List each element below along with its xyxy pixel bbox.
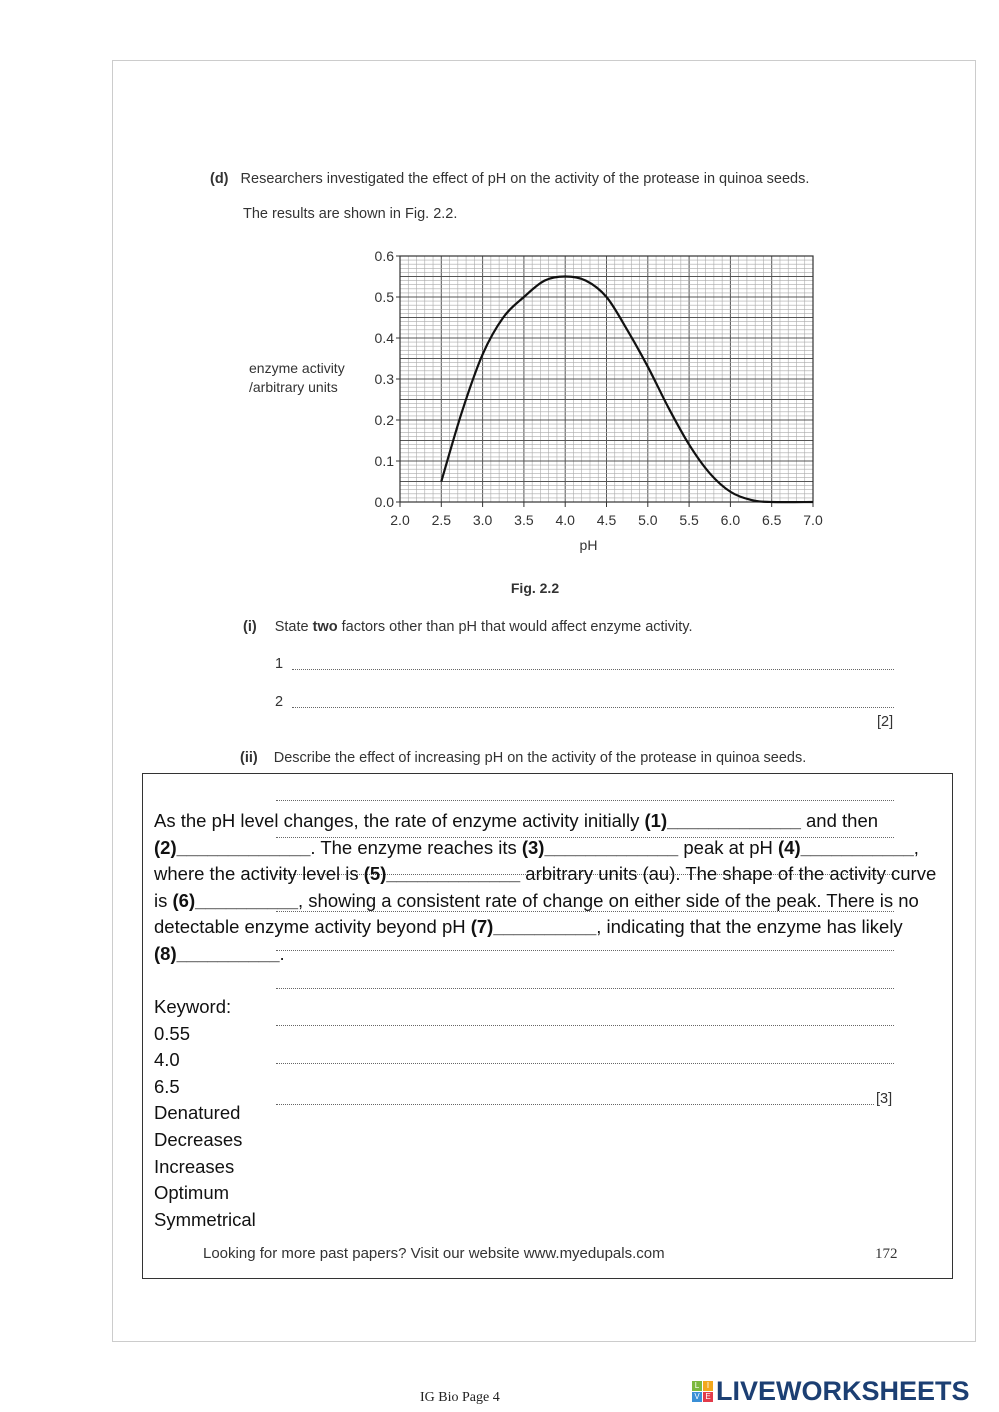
blank-8[interactable]: (8)__________	[154, 942, 280, 964]
y-axis-label: enzyme activity	[249, 360, 345, 376]
x-tick-label: 7.0	[803, 512, 823, 528]
y-tick-label: 0.6	[374, 248, 394, 264]
activity-curve	[441, 277, 813, 503]
question-text: Researchers investigated the effect of pH on the activity of the protease in quinoa seeds.	[240, 171, 810, 187]
y-tick-label: 0.0	[374, 494, 394, 510]
blank-7[interactable]: (7)__________	[470, 916, 597, 938]
cloze-text: arbitrary units (au). The shape of the activity curve is	[154, 863, 937, 911]
blank-4[interactable]: (4)___________	[778, 836, 914, 858]
x-tick-label: 4.5	[596, 512, 617, 528]
x-tick-label: 6.0	[720, 512, 741, 528]
marks-i: [2]	[877, 714, 894, 730]
x-tick-label: 5.0	[638, 512, 658, 528]
part-ii	[240, 750, 806, 766]
cloze-text: peak at pH	[678, 836, 778, 858]
y-tick-label: 0.3	[374, 371, 394, 387]
y-axis-label: /arbitrary units	[249, 379, 338, 395]
blank-1[interactable]: (1)_____________	[644, 810, 801, 831]
logo-letter: L	[692, 1381, 702, 1391]
answer-line-1[interactable]	[292, 669, 894, 670]
logo-letter: E	[703, 1392, 713, 1402]
keyword-item: Optimum	[154, 1182, 230, 1204]
results-text: The results are shown in Fig. 2.2.	[243, 206, 458, 222]
liveworksheets-logo	[692, 1376, 970, 1407]
keyword-item: 0.55	[154, 1022, 191, 1044]
cloze-paragraph	[154, 808, 944, 968]
answer-line-2-label: 2	[275, 694, 284, 710]
x-tick-label: 4.0	[555, 512, 575, 528]
x-tick-label: 5.5	[679, 512, 699, 528]
part-ii-text: Describe the effect of increasing pH on the activity of the protease in quinoa seeds.	[273, 750, 807, 766]
y-tick-label: 0.5	[374, 289, 394, 305]
keyword-item: Increases	[154, 1155, 235, 1177]
cloze-text: , where the activity level is	[154, 836, 919, 885]
logo-letter: V	[692, 1392, 702, 1402]
cloze-text: , indicating that the enzyme has likely	[596, 916, 903, 938]
blank-5[interactable]: (5)_____________	[363, 863, 521, 885]
part-i-bold: two	[312, 619, 338, 635]
x-tick-label: 6.5	[761, 512, 782, 528]
keyword-title: Keyword:	[154, 996, 232, 1017]
enzyme-chart	[0, 0, 999, 610]
part-i	[243, 619, 692, 635]
keyword-item: 6.5	[154, 1075, 180, 1097]
cloze-text: As the pH level changes, the rate of enzyme activity initially	[154, 810, 645, 831]
marks-ii: [3]	[876, 1091, 893, 1107]
answer-line-1-label: 1	[275, 656, 284, 672]
logo-icon	[692, 1381, 713, 1402]
x-axis-label: pH	[579, 537, 598, 553]
x-tick-label: 3.0	[472, 512, 493, 528]
part-i-text-end: factors other than pH that would affect enzyme activity.	[337, 619, 693, 635]
cloze-text: and then	[800, 810, 879, 831]
x-tick-label: 3.5	[514, 512, 534, 528]
question-label: (d)	[210, 171, 229, 187]
y-tick-label: 0.1	[374, 453, 394, 469]
brand-name: LIVEWORKSHEETS	[716, 1376, 970, 1406]
cloze-text: . The enzyme reaches its	[310, 836, 522, 858]
keyword-list	[154, 994, 256, 1233]
page-label: IG Bio Page 4	[420, 1390, 500, 1405]
keyword-item: Decreases	[154, 1128, 243, 1150]
part-ii-label: (ii)	[240, 750, 258, 766]
cloze-text: , showing a consistent rate of change on either side of the peak. There is no detectable enzyme activity beyond pH	[154, 889, 919, 938]
x-tick-label: 2.5	[431, 512, 452, 528]
part-i-text: State	[274, 619, 313, 635]
figure-caption: Fig. 2.2	[510, 580, 560, 596]
promo-text: Looking for more past papers? Visit our website www.myedupals.com	[203, 1245, 665, 1262]
answer-line-2[interactable]	[292, 707, 894, 708]
x-tick-label: 2.0	[390, 512, 410, 528]
keyword-item: Symmetrical	[154, 1208, 256, 1230]
keyword-item: 4.0	[154, 1049, 180, 1071]
page-number: 172	[875, 1246, 898, 1262]
part-i-label: (i)	[243, 619, 257, 635]
y-tick-label: 0.4	[374, 330, 394, 346]
blank-3[interactable]: (3)_____________	[521, 836, 679, 858]
y-tick-label: 0.2	[374, 412, 394, 428]
keyword-item: Denatured	[154, 1102, 241, 1124]
cloze-text: .	[279, 942, 285, 964]
logo-letter: I	[703, 1381, 713, 1391]
blank-6[interactable]: (6)__________	[172, 889, 298, 911]
blank-2[interactable]: (2)_____________	[154, 836, 311, 858]
